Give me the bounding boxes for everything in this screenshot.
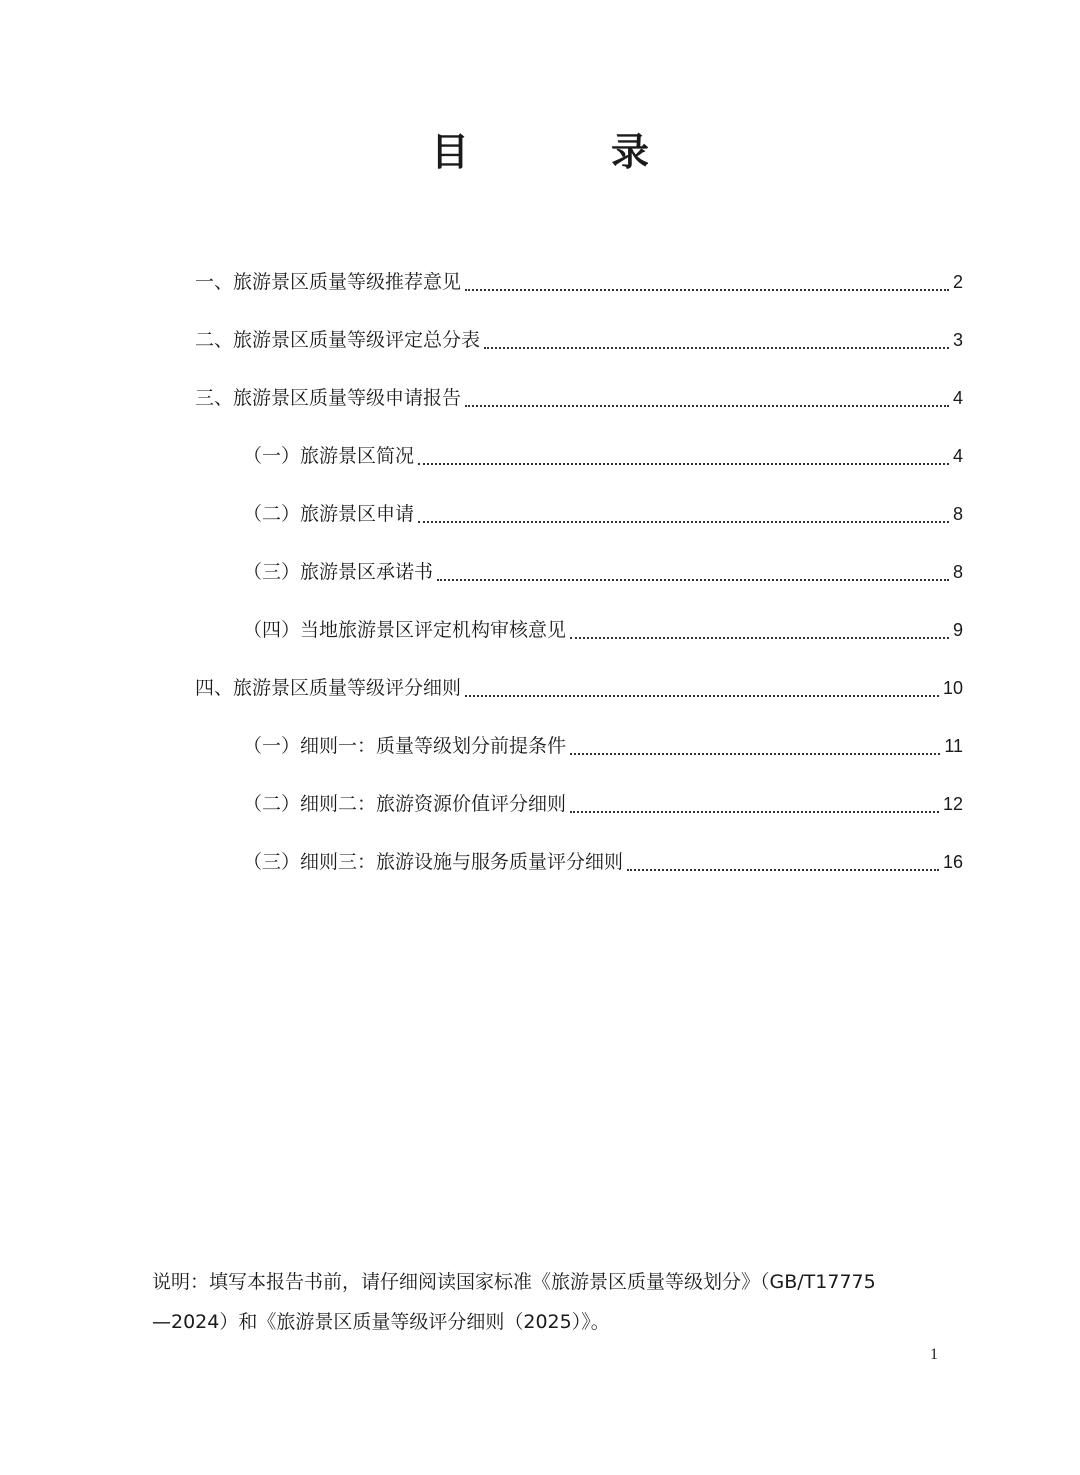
toc-entry-page: 10 xyxy=(942,678,963,698)
toc-entry-page: 8 xyxy=(952,562,963,582)
toc-entry[interactable] xyxy=(243,552,963,592)
toc-entry-page: 11 xyxy=(944,736,963,756)
toc-entry-page: 12 xyxy=(942,794,963,814)
toc-entry-label: 三、旅游景区质量等级申请报告 xyxy=(195,387,462,409)
toc-entry[interactable] xyxy=(195,262,963,302)
toc-entry[interactable] xyxy=(243,784,963,824)
toc-entry-label: （三）旅游景区承诺书 xyxy=(243,561,434,583)
toc-entry-page: 3 xyxy=(952,330,963,350)
toc-entry-page: 4 xyxy=(952,446,963,466)
dot-leader xyxy=(484,320,949,360)
dot-leader xyxy=(465,378,949,418)
toc-entry[interactable] xyxy=(195,668,963,708)
page-title: 目 录 xyxy=(430,130,701,174)
toc-entry[interactable] xyxy=(243,494,963,534)
toc-entry-page: 4 xyxy=(952,388,963,408)
dot-leader xyxy=(465,668,939,708)
toc-entry[interactable] xyxy=(195,378,963,418)
toc-entry-label: （三）细则三：旅游设施与服务质量评分细则 xyxy=(243,851,624,873)
toc-entry-page: 16 xyxy=(942,852,963,872)
instruction-note xyxy=(152,1262,952,1342)
toc-entry[interactable] xyxy=(243,610,963,650)
dot-leader xyxy=(570,610,949,650)
toc-entry-label: （二）细则二：旅游资源价值评分细则 xyxy=(243,793,567,815)
toc-entry-page: 2 xyxy=(952,272,963,292)
toc-entry-label: （四）当地旅游景区评定机构审核意见 xyxy=(243,619,567,641)
toc-entry-label: （二）旅游景区申请 xyxy=(243,503,415,525)
toc-entry[interactable] xyxy=(243,436,963,476)
note-line: 说明：填写本报告书前，请仔细阅读国家标准《旅游景区质量等级划分》（GB/T17775 xyxy=(152,1271,876,1293)
toc-entry-page: 9 xyxy=(952,620,963,640)
note-line: —2024）和《旅游景区质量等级评分细则（2025）》。 xyxy=(152,1311,610,1333)
toc-entry-page: 8 xyxy=(952,504,963,524)
toc-entry-label: 四、旅游景区质量等级评分细则 xyxy=(195,677,462,699)
dot-leader xyxy=(570,726,940,766)
dot-leader xyxy=(418,436,949,476)
toc-entry-label: 一、旅游景区质量等级推荐意见 xyxy=(195,271,462,293)
toc-entry[interactable] xyxy=(195,320,963,360)
dot-leader xyxy=(437,552,949,592)
page-number: 1 xyxy=(930,1346,938,1363)
dot-leader xyxy=(570,784,939,824)
toc-entry-label: 二、旅游景区质量等级评定总分表 xyxy=(195,329,481,351)
toc-entry[interactable] xyxy=(243,842,963,882)
dot-leader xyxy=(465,262,949,302)
toc-entry-label: （一）细则一：质量等级划分前提条件 xyxy=(243,735,567,757)
toc-entry-label: （一）旅游景区简况 xyxy=(243,445,415,467)
toc-entry[interactable] xyxy=(243,726,963,766)
dot-leader xyxy=(418,494,949,534)
dot-leader xyxy=(627,842,939,882)
